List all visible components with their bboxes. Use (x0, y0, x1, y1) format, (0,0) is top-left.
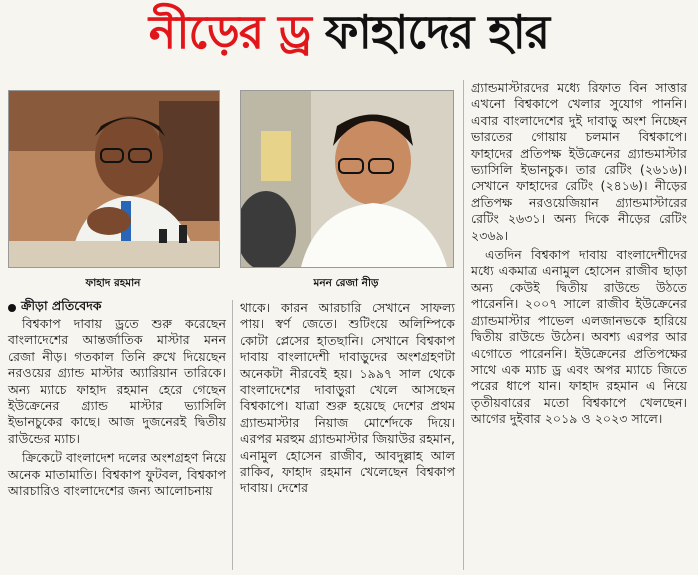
article-column-1 (8, 316, 226, 499)
byline-bullet (8, 304, 16, 312)
photo-fahad-rahman (8, 90, 220, 268)
column-2-paragraph-1: থাকে। কারন আরচারি সেখানে সাফল্য পায়। স্বর্ণ জেতে। শুটিংয়ে অলিম্পিকে কোটা প্লেসের হাতছানি। সেখানে বিশ্বকাপ দাবায় বাংলাদেশী দাবাড়ুদের অংশগ্রহণটা অনেকটা নীরবেই হয়। ১৯৯৭ সাল থেকে বাংলাদেশের দাবাড়ুরা খেলে আসছেন বিশ্বকাপে। যাত্রা শুরু হয়েছে দেশের প্রথম গ্র্যান্ডমাস্টার নিয়াজ মোর্শেদকে দিয়ে। এরপর মরহুম গ্র্যান্ডমাস্টার জিয়াউর রহমান, এনামুল হোসেন রাজীব, আবদুল্লাহ আল রাকিব, ফাহাদ রহমান খেলেছেন বিশ্বকাপ দাবায়। দেশের (240, 300, 455, 496)
photo-monon-reza-neer (240, 90, 454, 268)
column-1-paragraph-1: বিশ্বকাপ দাবায় ড্রতে শুরু করেছেন বাংলাদেশের আন্তর্জাতিক মাস্টার মনন রেজা নীড়। গতকাল তিনি রুখে দিয়েছেন নরওয়ের গ্র্যান্ড মাস্টার অ্যারিয়ান তারিকে। অন্য ম্যাচে ফাহাদ রহমান হেরে গেছেন ইউক্রেনের গ্র্যান্ড মাস্টার ভ্যাসিলি ইভানচুকের কাছে। আজ দুজনেরই দ্বিতীয় রাউন্ডের ম্যাচ। (8, 316, 226, 446)
headline-part-red: নীড়ের ড্র (148, 5, 311, 59)
headline (0, 0, 698, 72)
byline (8, 298, 102, 318)
column-divider-2 (463, 80, 464, 570)
article-column-3 (471, 80, 687, 428)
headline-part-black: ফাহাদের হার (324, 5, 550, 59)
byline-text: ক্রীড়া প্রতিবেদক (21, 298, 102, 313)
column-1-paragraph-2: ক্রিকেটে বাংলাদেশ দলের অংশগ্রহণ নিয়ে অনেক মাতামাতি। বিশ্বকাপ ফুটবল, বিশ্বকাপ আরচারিও বাংলাদেশের জন্য আলোচনায় (8, 450, 226, 499)
column-3-paragraph-1: গ্র্যান্ডমাস্টারদের মধ্যে রিফাত বিন সাত্তার এখনো বিশ্বকাপে খেলার সুযোগ পাননি। এবার বাংলাদেশের দুই দাবাড়ু অংশ নিচ্ছেন ভারতের গোয়ায় চলমান বিশ্বকাপে। ফাহাদের প্রতিপক্ষ ইউক্রেনের গ্র্যান্ডমাস্টার ভ্যাসিলি ইভানচুক। তার রেটিং (২৬১৬)। সেখানে ফাহাদের রেটিং (২৪১৬)। নীড়ের প্রতিপক্ষ নরওয়েজিয়ান গ্র্যান্ডমাস্টারের রেটিং ২৬৩১। অন্য দিকে নীড়ের রেটিং ২৩৬৯। (471, 80, 687, 243)
article-column-2 (240, 300, 455, 497)
column-3-paragraph-2: এতদিন বিশ্বকাপ দাবায় বাংলাদেশীদের মধ্যে একমাত্র এনামুল হোসেন রাজীব ছাড়া অন্য কেউই দ্বিতীয় রাউন্ডে উঠতে পারেননি। ২০০৭ সালে রাজীব ইউক্রেনের গ্র্যান্ডমাস্টার পাভেল এলজানভকে হারিয়ে দ্বিতীয় রাউন্ডে উঠেন। অবশ্য এরপর আর এগোতে পারেননি। ইউক্রেনের প্রতিপক্ষের সাথে এক ম্যাচ ড্র এবং অপর ম্যাচে জিতে পরের ধাপে যান। ফাহাদ রহমান এ নিয়ে তৃতীয়বারের মতো বিশ্বকাপে খেলছেন। আগের দুইবার ২০১৯ ও ২০২৩ সালে। (471, 247, 687, 427)
photo-neer-illustration (241, 91, 453, 267)
photo-caption-left: ফাহাদ রহমান (85, 277, 141, 289)
column-divider-1 (232, 300, 233, 570)
photo-fahad-illustration (9, 91, 219, 267)
photo-caption-middle: মনন রেজা নীড় (313, 277, 379, 289)
